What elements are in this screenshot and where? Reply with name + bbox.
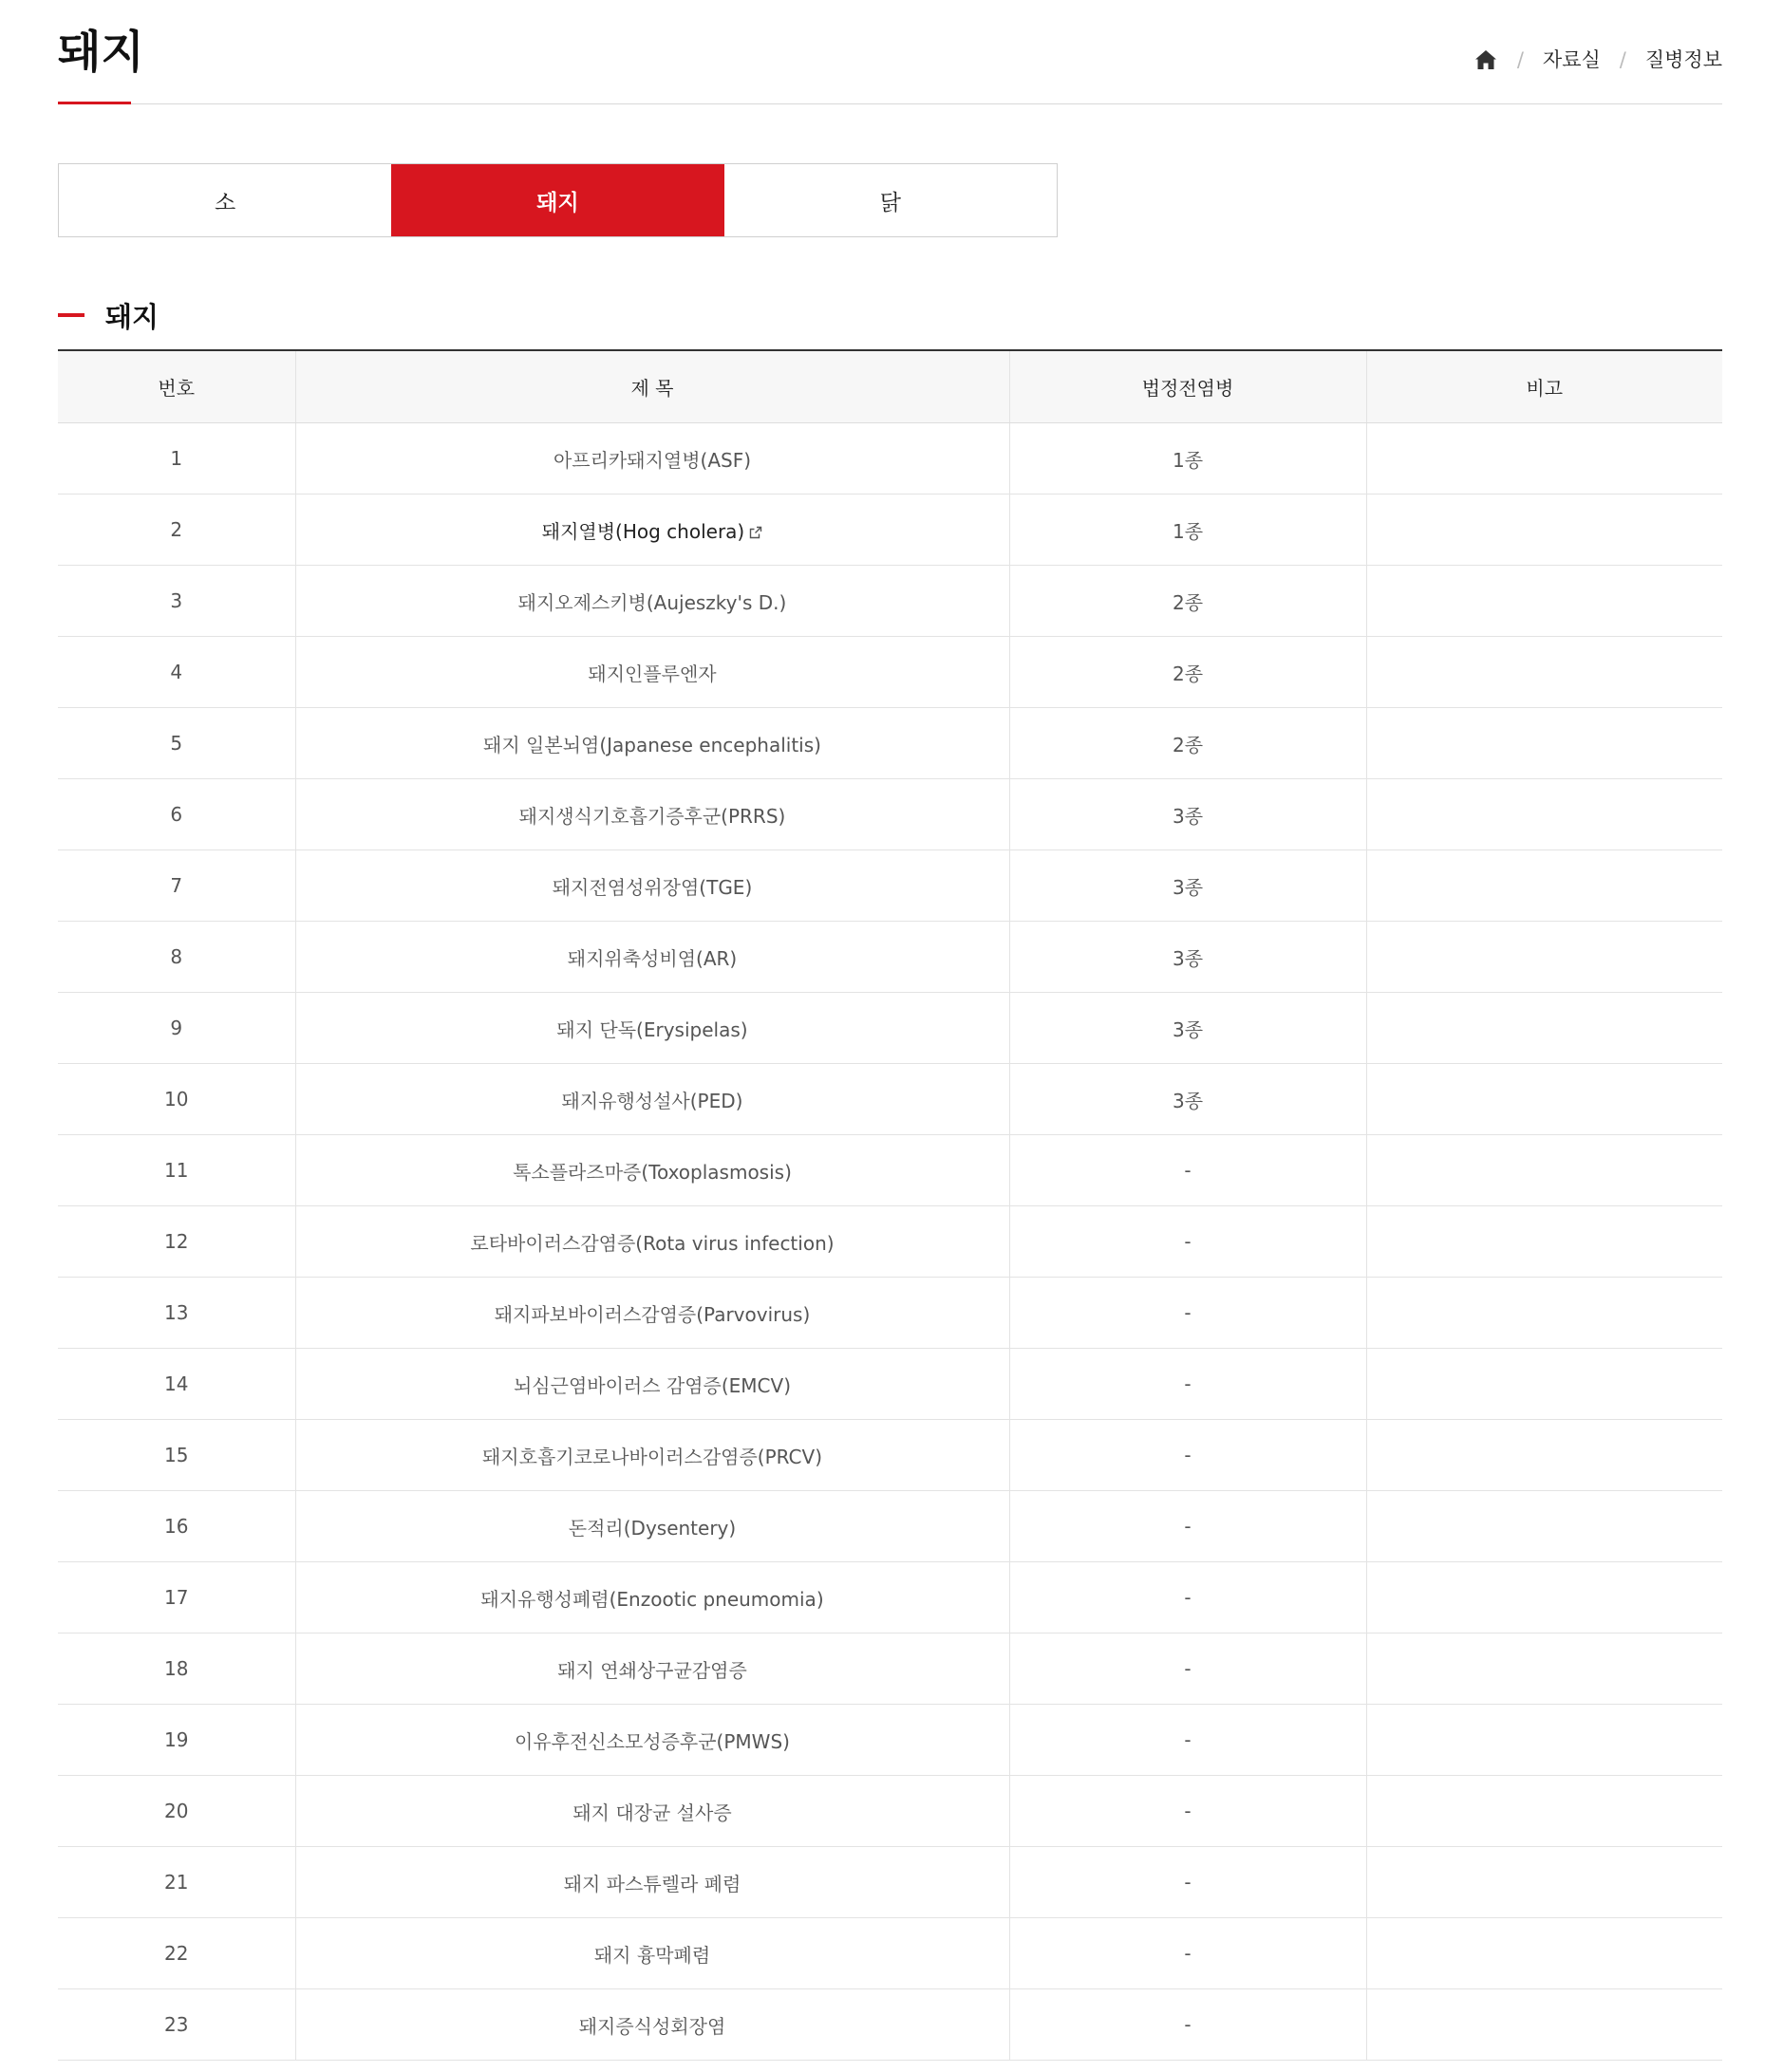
- section-heading: [58, 296, 159, 334]
- table-row: [58, 566, 1722, 637]
- row-title-text: 아프리카돼지열병(ASF): [553, 448, 752, 472]
- row-title-text: 이유후전신소모성증후군(PMWS): [515, 1729, 790, 1753]
- row-title: [295, 1206, 1009, 1278]
- row-title: [295, 1420, 1009, 1491]
- row-note: [1366, 993, 1722, 1064]
- row-legal-disease: 1종: [1009, 423, 1366, 495]
- row-title: [295, 1705, 1009, 1776]
- disease-table: [58, 349, 1722, 2061]
- row-number: 10: [58, 1064, 295, 1135]
- row-number: 16: [58, 1491, 295, 1562]
- row-note: [1366, 1776, 1722, 1847]
- row-number: 21: [58, 1847, 295, 1918]
- row-note: [1366, 1064, 1722, 1135]
- row-legal-disease: -: [1009, 1420, 1366, 1491]
- table-row: [58, 1989, 1722, 2061]
- row-legal-disease: 1종: [1009, 495, 1366, 566]
- table-row: [58, 1776, 1722, 1847]
- row-legal-disease: -: [1009, 1918, 1366, 1989]
- row-number: 15: [58, 1420, 295, 1491]
- table-row: [58, 1562, 1722, 1633]
- row-number: 17: [58, 1562, 295, 1633]
- page-title: 돼지: [58, 27, 144, 79]
- row-title-text: 돼지 일본뇌염(Japanese encephalitis): [483, 733, 821, 756]
- row-note: [1366, 1989, 1722, 2061]
- row-legal-disease: -: [1009, 1776, 1366, 1847]
- row-note: [1366, 1562, 1722, 1633]
- row-note: [1366, 1206, 1722, 1278]
- row-number: 3: [58, 566, 295, 637]
- row-title: [295, 1135, 1009, 1206]
- title-underline: [58, 102, 131, 104]
- page-header: [58, 0, 1722, 104]
- row-title-text: 돼지증식성회장염: [578, 2014, 726, 2038]
- row-number: 6: [58, 779, 295, 850]
- table-row: [58, 637, 1722, 708]
- home-icon[interactable]: [1473, 47, 1498, 72]
- row-title-text: 돼지유행성폐렴(Enzootic pneumomia): [480, 1587, 824, 1611]
- table-row: [58, 423, 1722, 495]
- table-row: [58, 1847, 1722, 1918]
- row-title-text: 돼지전염성위장염(TGE): [552, 875, 753, 899]
- row-note: [1366, 1918, 1722, 1989]
- row-title: [295, 1562, 1009, 1633]
- row-title: [295, 1633, 1009, 1705]
- tab-pig[interactable]: 돼지: [391, 164, 723, 236]
- row-title-text: 돼지 연쇄상구균감염증: [557, 1658, 747, 1682]
- row-legal-disease: -: [1009, 1705, 1366, 1776]
- row-number: 12: [58, 1206, 295, 1278]
- section-title: 돼지: [105, 300, 160, 333]
- row-title: [295, 1989, 1009, 2061]
- row-legal-disease: -: [1009, 1633, 1366, 1705]
- row-title-text: 로타바이러스감염증(Rota virus infection): [470, 1231, 835, 1255]
- row-legal-disease: 2종: [1009, 566, 1366, 637]
- row-title: [295, 566, 1009, 637]
- row-legal-disease: 3종: [1009, 779, 1366, 850]
- breadcrumb-item-disease-info[interactable]: 질병정보: [1644, 48, 1722, 71]
- row-title: [295, 1349, 1009, 1420]
- table-row: [58, 1918, 1722, 1989]
- row-note: [1366, 1633, 1722, 1705]
- row-title: [295, 993, 1009, 1064]
- row-title-text: 돼지파보바이러스감염증(Parvovirus): [494, 1302, 811, 1326]
- row-title: [295, 779, 1009, 850]
- row-title-text: 뇌심근염바이러스 감염증(EMCV): [513, 1373, 792, 1397]
- row-number: 11: [58, 1135, 295, 1206]
- table-row: [58, 850, 1722, 922]
- table-row: [58, 779, 1722, 850]
- row-note: [1366, 922, 1722, 993]
- row-note: [1366, 1278, 1722, 1349]
- row-number: 13: [58, 1278, 295, 1349]
- row-note: [1366, 708, 1722, 779]
- row-title-text: 돼지 파스튜렐라 폐렴: [563, 1872, 741, 1895]
- row-title: [295, 423, 1009, 495]
- row-legal-disease: -: [1009, 1562, 1366, 1633]
- table-row: [58, 495, 1722, 566]
- row-legal-disease: 3종: [1009, 993, 1366, 1064]
- row-title: [295, 1064, 1009, 1135]
- table-row: [58, 1633, 1722, 1705]
- row-title-text: 돼지 대장균 설사증: [572, 1801, 732, 1824]
- breadcrumb-item-archive[interactable]: 자료실: [1542, 48, 1601, 71]
- row-title-text: 돼지호흡기코로나바이러스감염증(PRCV): [481, 1445, 822, 1468]
- row-legal-disease: -: [1009, 1989, 1366, 2061]
- table-body: [58, 423, 1722, 2061]
- row-legal-disease: 3종: [1009, 1064, 1366, 1135]
- row-note: [1366, 423, 1722, 495]
- row-note: [1366, 566, 1722, 637]
- tab-cattle[interactable]: 소: [59, 164, 391, 236]
- row-title-text: 톡소플라즈마증(Toxoplasmosis): [513, 1160, 792, 1184]
- row-title-text: 돼지오제스키병(Aujeszky's D.): [517, 590, 787, 614]
- row-legal-disease: -: [1009, 1847, 1366, 1918]
- row-number: 23: [58, 1989, 295, 2061]
- column-header-number: 번호: [58, 350, 295, 423]
- section-heading-dash: [58, 313, 84, 317]
- row-title: [295, 850, 1009, 922]
- row-number: 8: [58, 922, 295, 993]
- breadcrumb: [1473, 46, 1722, 74]
- row-legal-disease: -: [1009, 1278, 1366, 1349]
- row-number: 1: [58, 423, 295, 495]
- row-title-text: 돼지인플루엔자: [588, 662, 717, 685]
- row-legal-disease: -: [1009, 1206, 1366, 1278]
- row-legal-disease: -: [1009, 1135, 1366, 1206]
- table-row: [58, 1349, 1722, 1420]
- breadcrumb-separator: /: [1619, 48, 1626, 71]
- row-title-text: 돼지 단독(Erysipelas): [556, 1017, 748, 1041]
- table-row: [58, 1278, 1722, 1349]
- row-legal-disease: 3종: [1009, 922, 1366, 993]
- column-header-legal-disease: 법정전염병: [1009, 350, 1366, 423]
- column-header-title: 제 목: [295, 350, 1009, 423]
- row-note: [1366, 1847, 1722, 1918]
- row-title-text: 돼지생식기호흡기증후군(PRRS): [518, 804, 786, 828]
- row-legal-disease: 2종: [1009, 708, 1366, 779]
- breadcrumb-separator: /: [1516, 48, 1524, 71]
- table-row: [58, 1491, 1722, 1562]
- table-row: [58, 708, 1722, 779]
- row-note: [1366, 637, 1722, 708]
- row-legal-disease: 3종: [1009, 850, 1366, 922]
- row-title: [295, 922, 1009, 993]
- table-row: [58, 993, 1722, 1064]
- row-title: [295, 708, 1009, 779]
- row-note: [1366, 779, 1722, 850]
- table-row: [58, 1420, 1722, 1491]
- table-row: [58, 1206, 1722, 1278]
- row-title-text: 돈적리(Dysentery): [568, 1516, 737, 1540]
- row-legal-disease: -: [1009, 1491, 1366, 1562]
- row-title[interactable]: [295, 495, 1009, 566]
- row-legal-disease: 2종: [1009, 637, 1366, 708]
- external-link-icon[interactable]: [749, 521, 762, 544]
- animal-tabs: [58, 163, 1058, 237]
- row-title-text: 돼지위축성비염(AR): [567, 946, 738, 970]
- row-number: 2: [58, 495, 295, 566]
- table-row: [58, 1135, 1722, 1206]
- row-number: 20: [58, 1776, 295, 1847]
- row-title-text[interactable]: 돼지열병(Hog cholera): [541, 519, 745, 543]
- table-row: [58, 1064, 1722, 1135]
- row-note: [1366, 1420, 1722, 1491]
- row-note: [1366, 1705, 1722, 1776]
- row-note: [1366, 1491, 1722, 1562]
- row-title: [295, 1491, 1009, 1562]
- row-number: 18: [58, 1633, 295, 1705]
- row-note: [1366, 850, 1722, 922]
- row-number: 7: [58, 850, 295, 922]
- row-number: 19: [58, 1705, 295, 1776]
- row-note: [1366, 495, 1722, 566]
- row-number: 4: [58, 637, 295, 708]
- row-title: [295, 637, 1009, 708]
- tab-chicken[interactable]: 닭: [724, 164, 1057, 236]
- column-header-note: 비고: [1366, 350, 1722, 423]
- table-row: [58, 1705, 1722, 1776]
- row-title: [295, 1278, 1009, 1349]
- row-title: [295, 1847, 1009, 1918]
- row-number: 5: [58, 708, 295, 779]
- row-number: 22: [58, 1918, 295, 1989]
- row-title-text: 돼지 흉막폐렴: [593, 1943, 711, 1967]
- row-number: 14: [58, 1349, 295, 1420]
- row-note: [1366, 1349, 1722, 1420]
- row-title: [295, 1776, 1009, 1847]
- table-header-row: [58, 350, 1722, 423]
- row-number: 9: [58, 993, 295, 1064]
- table-row: [58, 922, 1722, 993]
- row-title-text: 돼지유행성설사(PED): [561, 1089, 743, 1112]
- row-title: [295, 1918, 1009, 1989]
- row-note: [1366, 1135, 1722, 1206]
- row-legal-disease: -: [1009, 1349, 1366, 1420]
